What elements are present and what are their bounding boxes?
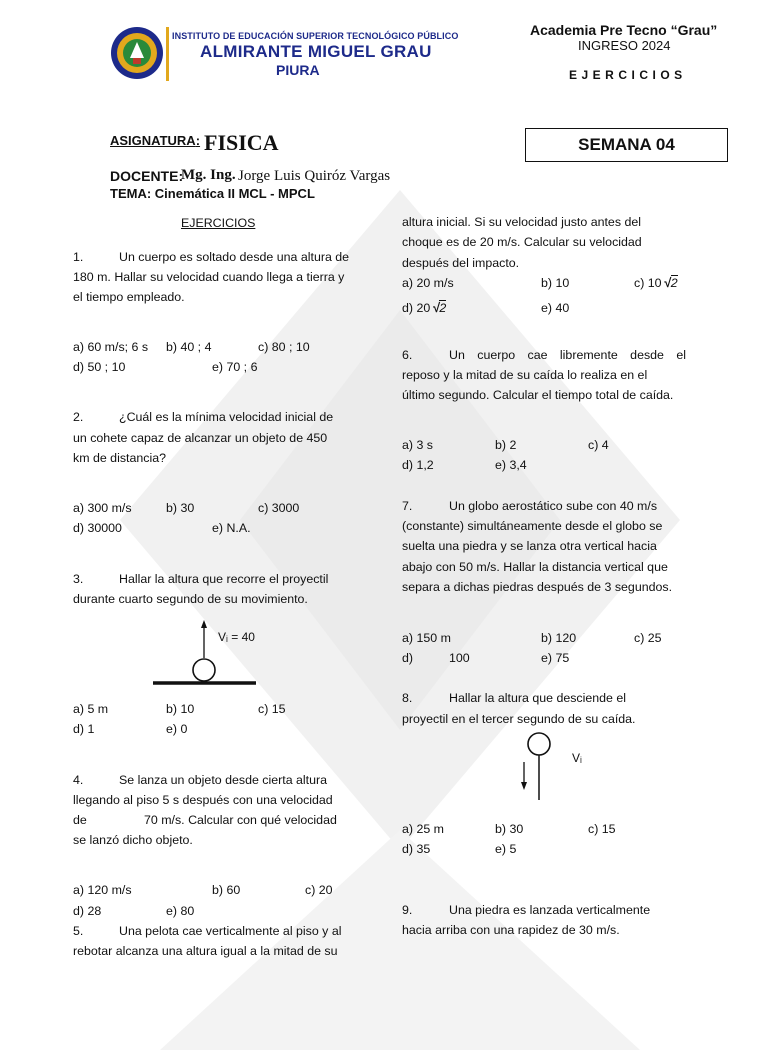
p5-line: choque es de 20 m/s. Calcular su velocidad bbox=[402, 235, 642, 249]
p3-number: 3. bbox=[73, 572, 84, 586]
p2-option-b: b) 30 bbox=[166, 501, 195, 515]
p4-line: de bbox=[73, 813, 87, 827]
section-heading: EJERCICIOS bbox=[181, 216, 256, 230]
p3-option-c: c) 15 bbox=[258, 702, 286, 716]
p6-option-e: e) 3,4 bbox=[495, 458, 527, 472]
p7-option-a: a) 150 m bbox=[402, 631, 451, 645]
p1-line: el tiempo empleado. bbox=[73, 290, 185, 304]
p7-option-d: d) bbox=[402, 651, 414, 665]
p7-line: separa a dichas piedras después de 3 segundos. bbox=[402, 580, 673, 594]
institute-line2: ALMIRANTE MIGUEL GRAU bbox=[200, 42, 432, 61]
p5-option-a: a) 20 m/s bbox=[402, 276, 454, 290]
p1-line: Un cuerpo es soltado desde una altura de bbox=[119, 250, 350, 264]
p1-option-d: d) 50 ; 10 bbox=[73, 360, 126, 374]
p2-option-d: d) 30000 bbox=[73, 521, 122, 535]
p9-line: Una piedra es lanzada verticalmente bbox=[449, 903, 651, 917]
asignatura-label: ASIGNATURA: bbox=[110, 133, 201, 148]
p6-option-a: a) 3 s bbox=[402, 438, 433, 452]
p7-number: 7. bbox=[402, 499, 413, 513]
p7-option-b: b) 120 bbox=[541, 631, 577, 645]
p4-option-e: e) 80 bbox=[166, 904, 195, 918]
p8-option-d: d) 35 bbox=[402, 842, 431, 856]
p7-line: Un globo aerostático sube con 40 m/s bbox=[449, 499, 658, 513]
tema: TEMA: Cinemática II MCL - MPCL bbox=[110, 186, 315, 201]
p8-option-e: e) 5 bbox=[495, 842, 517, 856]
p2-line: un cohete capaz de alcanzar un objeto de 450 bbox=[73, 431, 328, 445]
p3-option-e: e) 0 bbox=[166, 722, 188, 736]
p3-option-a: a) 5 m bbox=[73, 702, 109, 716]
p7-option-c: c) 25 bbox=[634, 631, 662, 645]
p7-line: (constante) simultáneamente desde el globo se bbox=[402, 519, 663, 533]
p5-option-e: e) 40 bbox=[541, 301, 570, 315]
academy-section: EJERCICIOS bbox=[569, 68, 687, 82]
p4-number: 4. bbox=[73, 773, 84, 787]
p7-line: suelta una piedra y se lanza otra vertical hacia bbox=[402, 539, 657, 553]
p5-option-c: c) 10 √2 bbox=[634, 275, 678, 290]
p7-option-d-value: 100 bbox=[449, 651, 470, 665]
asignatura-value: FISICA bbox=[204, 130, 279, 155]
p4-line: Se lanza un objeto desde cierta altura bbox=[119, 773, 328, 787]
p5-number: 5. bbox=[73, 924, 84, 938]
institute-line1: INSTITUTO DE EDUCACIÓN SUPERIOR TECNOLÓGICO PÚBLICO bbox=[172, 31, 459, 41]
p3-line: Hallar la altura que recorre el proyectil bbox=[119, 572, 329, 586]
p9-line: hacia arriba con una rapidez de 30 m/s. bbox=[402, 923, 620, 937]
institute-logo bbox=[104, 24, 170, 82]
p4-option-a: a) 120 m/s bbox=[73, 883, 132, 897]
p6-number: 6. bbox=[402, 348, 413, 362]
p1-line: 180 m. Hallar su velocidad cuando llega a tierra y bbox=[73, 270, 345, 284]
p3-figure-label: Vᵢ = 40 bbox=[218, 630, 255, 644]
p8-figure-falling-ball bbox=[512, 728, 572, 804]
institute-line3: PIURA bbox=[276, 62, 320, 78]
p6-option-c: c) 4 bbox=[588, 438, 609, 452]
p7-option-e: e) 75 bbox=[541, 651, 570, 665]
p8-line: Hallar la altura que desciende el bbox=[449, 691, 627, 705]
p3-option-b: b) 10 bbox=[166, 702, 195, 716]
p3-line: durante cuarto segundo de su movimiento. bbox=[73, 592, 308, 606]
p5-line: rebotar alcanza una altura igual a la mitad de su bbox=[73, 944, 338, 958]
p8-figure-label: Vᵢ bbox=[572, 751, 582, 765]
p6-line: último segundo. Calcular el tiempo total de caída. bbox=[402, 388, 674, 402]
p5-line: altura inicial. Si su velocidad justo antes del bbox=[402, 215, 641, 229]
p2-option-c: c) 3000 bbox=[258, 501, 300, 515]
academy-title: Academia Pre Tecno “Grau” bbox=[530, 22, 718, 38]
p8-line: proyectil en el tercer segundo de su caída. bbox=[402, 712, 636, 726]
p7-line: abajo con 50 m/s. Hallar la distancia vertical que bbox=[402, 560, 668, 574]
academy-subtitle: INGRESO 2024 bbox=[578, 38, 671, 53]
p5-line: después del impacto. bbox=[402, 256, 520, 270]
sqrt-icon: √ bbox=[432, 300, 440, 315]
header-divider bbox=[166, 27, 169, 81]
p9-number: 9. bbox=[402, 903, 413, 917]
p1-option-e: e) 70 ; 6 bbox=[212, 360, 258, 374]
p4-option-d: d) 28 bbox=[73, 904, 102, 918]
p8-option-b: b) 30 bbox=[495, 822, 524, 836]
docente-title: Mg. Ing. bbox=[181, 167, 236, 183]
p1-option-c: c) 80 ; 10 bbox=[258, 340, 310, 354]
docente-name: Jorge Luis Quiróz Vargas bbox=[238, 168, 391, 184]
p8-number: 8. bbox=[402, 691, 413, 705]
p8-option-a: a) 25 m bbox=[402, 822, 445, 836]
p4-option-b: b) 60 bbox=[212, 883, 241, 897]
p6-option-b: b) 2 bbox=[495, 438, 517, 452]
p2-option-a: a) 300 m/s bbox=[73, 501, 132, 515]
p5-option-d: d) 20 √2 bbox=[402, 300, 447, 315]
p8-option-c: c) 15 bbox=[588, 822, 616, 836]
p1-option-a: a) 60 m/s; 6 s bbox=[73, 340, 149, 354]
p5-option-b: b) 10 bbox=[541, 276, 570, 290]
p4-line: 70 m/s. Calcular con qué velocidad bbox=[144, 813, 337, 827]
p1-number: 1. bbox=[73, 250, 84, 264]
p2-number: 2. bbox=[73, 410, 84, 424]
sqrt-icon: √ bbox=[663, 275, 671, 290]
docente-label: DOCENTE: bbox=[110, 168, 184, 184]
p2-option-e: e) N.A. bbox=[212, 521, 251, 535]
p1-option-b: b) 40 ; 4 bbox=[166, 340, 212, 354]
p4-option-c: c) 20 bbox=[305, 883, 333, 897]
p3-option-d: d) 1 bbox=[73, 722, 95, 736]
p4-line: llegando al piso 5 s después con una velocidad bbox=[73, 793, 333, 807]
p6-line: Un cuerpo cae libremente desde el bbox=[449, 348, 686, 362]
p5-line: Una pelota cae verticalmente al piso y al bbox=[119, 924, 342, 938]
semana-box: SEMANA 04 bbox=[525, 128, 728, 162]
p4-line: se lanzó dicho objeto. bbox=[73, 833, 193, 847]
p6-option-d: d) 1,2 bbox=[402, 458, 434, 472]
p6-line: reposo y la mitad de su caída lo realiza en el bbox=[402, 368, 648, 382]
p2-line: km de distancia? bbox=[73, 451, 166, 465]
p2-line: ¿Cuál es la mínima velocidad inicial de bbox=[119, 410, 334, 424]
